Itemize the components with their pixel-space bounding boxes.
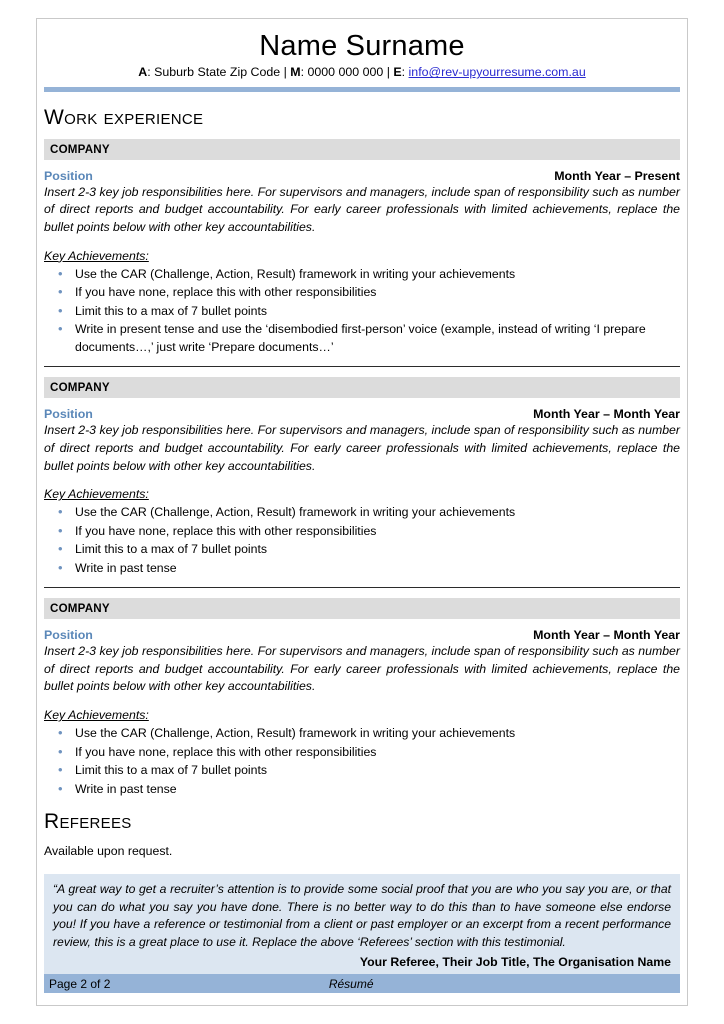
testimonial-attribution: Your Referee, Their Job Title, The Organisation Name — [359, 954, 671, 969]
email-prefix: : — [401, 65, 409, 80]
list-item: • If you have none, replace this with other responsibilities — [44, 744, 680, 761]
job-entry — [44, 598, 680, 798]
mobile-label: M — [290, 65, 301, 80]
employment-dates: Month Year – Month Year — [533, 628, 680, 643]
list-item: • If you have none, replace this with other responsibilities — [44, 284, 680, 301]
list-item: • Use the CAR (Challenge, Action, Result) framework in writing your achievements — [44, 504, 680, 521]
list-item: • Limit this to a max of 7 bullet points — [44, 762, 680, 779]
email-link[interactable]: info@rev-upyourresume.com.au — [408, 65, 586, 80]
achievements-list — [44, 725, 680, 798]
address-label: A — [138, 65, 148, 80]
position-title: Position — [44, 168, 93, 183]
role-row — [44, 169, 680, 183]
role-row — [44, 628, 680, 642]
page-footer — [44, 974, 680, 993]
key-achievements-label: Key Achievements: — [44, 708, 149, 723]
referees-heading: Referees — [44, 809, 132, 833]
job-entry — [44, 377, 680, 577]
key-achievements-label: Key Achievements: — [44, 487, 149, 502]
role-row — [44, 407, 680, 421]
list-item: • Limit this to a max of 7 bullet points — [44, 541, 680, 558]
testimonial-text: “A great way to get a recruiter’s attention is to provide some social proof that you are who you say you are, or that you can do what you say you have done. There is no better way to do this than to have someone else endorse you! If you have a reference or testimonial from a client or past employer or an excerpt from a recent performance review, this is a great place to use it. Replace the above ‘Referees’ section with this testimonial. — [53, 882, 671, 949]
header-divider-bar — [44, 87, 680, 92]
footer-document-label: Résumé — [328, 976, 374, 991]
referees-section — [44, 810, 680, 975]
list-item: • If you have none, replace this with other responsibilities — [44, 523, 680, 540]
employment-dates: Month Year – Month Year — [533, 407, 680, 422]
page-content — [44, 30, 680, 975]
address-value: : Suburb State Zip Code — [147, 65, 281, 80]
email-label: E — [393, 65, 402, 80]
list-item: • Write in past tense — [44, 781, 680, 798]
job-divider — [44, 587, 680, 588]
job-entry — [44, 139, 680, 356]
employment-dates: Month Year – Present — [554, 168, 680, 183]
contact-separator-1: | — [280, 65, 291, 80]
candidate-name: Name Surname — [259, 30, 465, 62]
company-name: COMPANY — [44, 139, 680, 160]
position-title: Position — [44, 407, 93, 422]
job-summary: Insert 2-3 key job responsibilities here. For supervisors and managers, include span of responsibility such as number of direct reports and budget accountability. For early career professionals with limited achievements, replace the bullet points below with other key accountabilities. — [44, 644, 680, 694]
job-summary: Insert 2-3 key job responsibilities here. For supervisors and managers, include span of responsibility such as number of direct reports and budget accountability. For early career professionals with limited achievements, replace the bullet points below with other key accountabilities. — [44, 423, 680, 473]
achievements-list — [44, 504, 680, 577]
work-experience-section — [44, 106, 680, 798]
company-name: COMPANY — [44, 598, 680, 619]
list-item: • Write in past tense — [44, 560, 680, 577]
company-name: COMPANY — [44, 377, 680, 398]
position-title: Position — [44, 628, 93, 643]
key-achievements-label: Key Achievements: — [44, 248, 149, 263]
list-item: • Write in present tense and use the ‘disembodied first-person’ voice (example, instead of writing ‘I prepare documents…,’ just write ‘Prepare documents…’ — [44, 321, 680, 356]
list-item: • Use the CAR (Challenge, Action, Result) framework in writing your achievements — [44, 725, 680, 742]
resume-header — [44, 30, 680, 92]
work-experience-heading: Work experience — [44, 105, 204, 129]
job-summary: Insert 2-3 key job responsibilities here. For supervisors and managers, include span of responsibility such as number of direct reports and budget accountability. For early career professionals with limited achievements, replace the bullet points below with other key accountabilities. — [44, 184, 680, 235]
contact-line — [44, 64, 680, 80]
achievements-list — [44, 266, 680, 356]
list-item: • Limit this to a max of 7 bullet points — [44, 303, 680, 320]
referees-note: Available upon request. — [44, 844, 173, 859]
list-item: • Use the CAR (Challenge, Action, Result) framework in writing your achievements — [44, 266, 680, 283]
mobile-value: : 0000 000 000 — [300, 65, 384, 80]
job-divider — [44, 366, 680, 367]
contact-separator-2: | — [383, 65, 394, 80]
testimonial-box — [44, 874, 680, 974]
page-number: Page 2 of 2 — [49, 976, 111, 991]
